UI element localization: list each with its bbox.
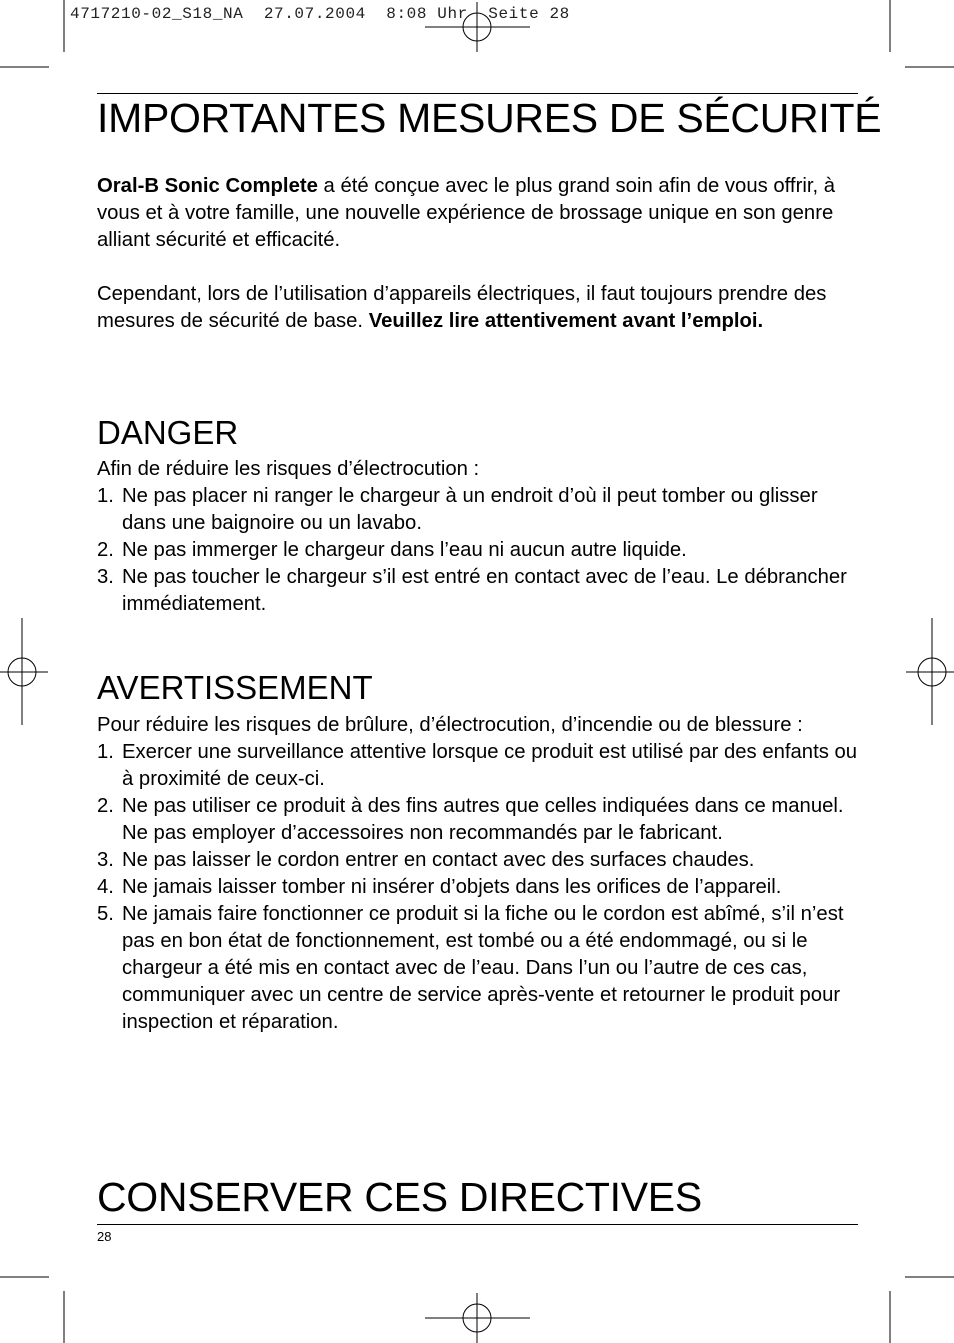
list-item [97,537,867,564]
item-number: 2. [97,539,114,561]
list-item [97,874,867,901]
warning-section [97,712,867,1036]
list-item [97,847,867,874]
footer-title: CONSERVER CES DIRECTIVES [97,1174,702,1220]
print-slug: 4717210-02_S18_NA 27.07.2004 8:08 Uhr Seite 28 [70,5,570,23]
item-text: Ne pas immerger le chargeur dans l’eau ni aucun autre liquide. [122,539,687,561]
item-text: Ne pas placer ni ranger le chargeur à un endroit d’où il peut tomber ou glisser dans une baignoire ou un lavabo. [122,485,818,534]
warning-list [97,739,867,1036]
product-name: Oral-B Sonic Complete [97,175,318,197]
intro-paragraph-2 [97,281,867,335]
warning-heading: AVERTISSEMENT [97,669,373,706]
list-item [97,564,867,618]
item-number: 4. [97,876,114,898]
item-number: 5. [97,903,114,925]
danger-list [97,483,867,618]
item-text: Ne pas laisser le cordon entrer en contact avec des surfaces chaudes. [122,849,755,871]
intro-text-2: Cependant, lors de l’utilisation d’appareils électriques, il faut toujours prendre des mesures de sécurité de base. [97,283,827,332]
warning-intro: Pour réduire les risques de brûlure, d’électrocution, d’incendie ou de blessure : [97,714,803,736]
intro-paragraph-1 [97,173,867,254]
item-text: Ne jamais faire fonctionner ce produit si la fiche ou le cordon est abîmé, s’il n’est pas en bon état de fonctionnement, est tombé ou a été endommagé, ou si le chargeur a été mis en contact avec de l’eau. Dans l’un ou l’autre de ces cas, communiquer avec un centre de service après-vente et retourner le produit pour inspection et réparation. [122,903,844,1033]
footer-rule [97,1224,858,1225]
danger-heading: DANGER [97,414,239,451]
list-item [97,901,867,1036]
item-text: Ne jamais laisser tomber ni insérer d’objets dans les orifices de l’appareil. [122,876,782,898]
item-number: 3. [97,849,114,871]
list-item [97,739,867,793]
danger-section [97,456,867,618]
danger-intro: Afin de réduire les risques d’électrocution : [97,458,480,480]
item-number: 1. [97,485,114,507]
read-notice: Veuillez lire attentivement avant l’emploi. [368,310,764,332]
item-text: Ne pas toucher le chargeur s’il est entré en contact avec de l’eau. Le débrancher immédiatement. [122,566,847,615]
item-text: Ne pas utiliser ce produit à des fins autres que celles indiquées dans ce manuel. Ne pas employer d’accessoires non recommandés par le fabricant. [122,795,844,844]
page-number: 28 [97,1229,112,1244]
item-number: 3. [97,566,114,588]
item-number: 1. [97,741,114,763]
list-item [97,793,867,847]
page-title: IMPORTANTES MESURES DE SÉCURITÉ [97,95,882,141]
item-text: Exercer une surveillance attentive lorsque ce produit est utilisé par des enfants ou à proximité de ceux-ci. [122,741,858,790]
item-number: 2. [97,795,114,817]
list-item [97,483,867,537]
intro-text-1: a été conçue avec le plus grand soin afin de vous offrir, à vous et à votre famille, une nouvelle expérience de brossage unique en son genre alliant sécurité et efficacité. [97,175,836,251]
